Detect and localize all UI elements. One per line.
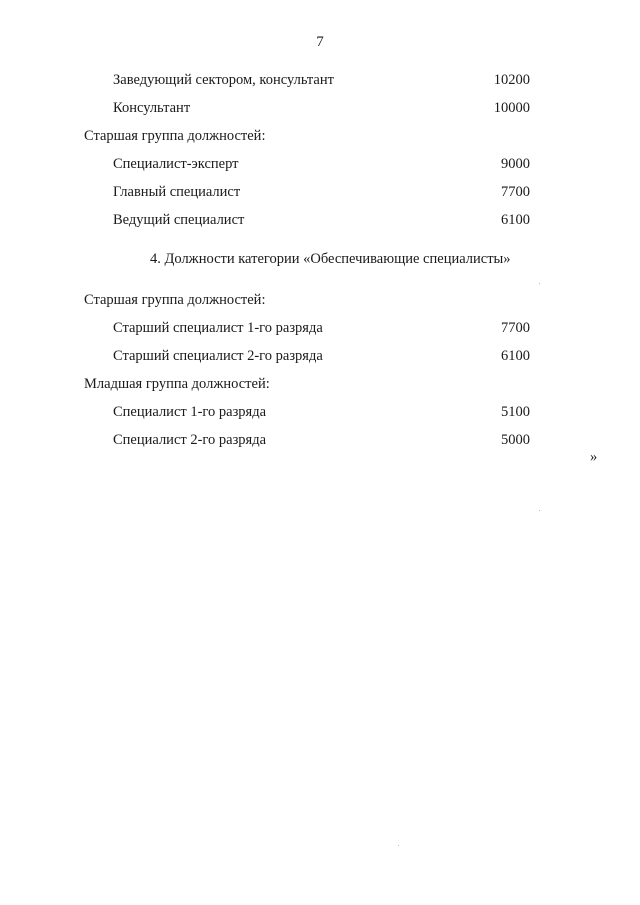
scan-speck [539, 283, 540, 284]
position-label: Заведующий сектором, консультант [113, 72, 334, 88]
salary-value: 10200 [493, 72, 530, 88]
salary-value: 9000 [501, 156, 530, 172]
salary-value: 10000 [493, 100, 530, 116]
position-label: Главный специалист [113, 184, 241, 200]
group-title: Старшая группа должностей: [84, 292, 266, 308]
salary-value: 7700 [501, 184, 530, 200]
group-title: Старшая группа должностей: [84, 128, 266, 144]
position-label: Специалист 1-го разряда [113, 404, 267, 420]
page-number: 7 [316, 34, 324, 50]
salary-value: 5000 [501, 432, 530, 448]
salary-value: 6100 [501, 212, 530, 228]
position-label: Специалист-эксперт [113, 156, 239, 172]
salary-value: 7700 [501, 320, 530, 336]
position-label: Ведущий специалист [113, 212, 245, 228]
salary-value: 6100 [501, 348, 530, 364]
scan-speck [539, 510, 540, 511]
position-label: Консультант [113, 100, 191, 116]
closing-quote: » [590, 449, 598, 465]
position-label: Старший специалист 1-го разряда [113, 320, 323, 336]
group-title: Младшая группа должностей: [84, 376, 270, 392]
section-heading: 4. Должности категории «Обеспечивающие специалисты» [150, 251, 511, 267]
position-label: Специалист 2-го разряда [113, 432, 267, 448]
scan-speck [398, 845, 399, 846]
position-label: Старший специалист 2-го разряда [113, 348, 323, 364]
salary-value: 5100 [501, 404, 530, 420]
